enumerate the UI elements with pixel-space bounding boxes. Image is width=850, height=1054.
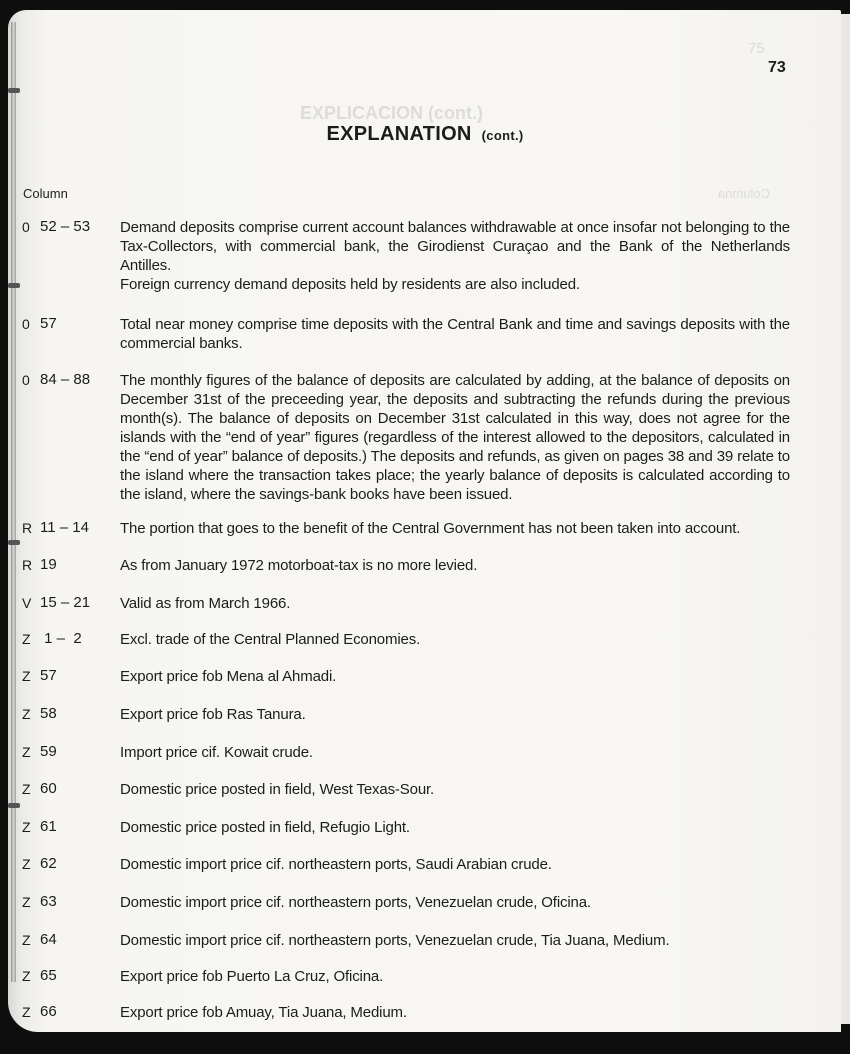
description-paragraph: Total near money comprise time deposits with the Central Bank and time and savings deposits with the commercial banks. <box>120 316 790 352</box>
binder-clip <box>8 803 20 808</box>
entry-description <box>120 519 790 538</box>
page-number: 73 <box>768 59 786 76</box>
entry-description <box>120 931 790 950</box>
entry-description <box>120 855 790 874</box>
entry-description <box>120 967 790 986</box>
table-code: Z <box>22 631 31 647</box>
description-paragraph: Export price fob Ras Tanura. <box>120 706 306 723</box>
description-paragraph: Domestic price posted in field, West Texas-Sour. <box>120 781 435 798</box>
description-paragraph: Import price cif. Kowait crude. <box>120 744 313 761</box>
bleed-through-page-number: 75 <box>748 40 765 57</box>
description-paragraph: Domestic price posted in field, Refugio Light. <box>120 819 410 836</box>
table-code: 0 <box>22 372 30 388</box>
table-code: Z <box>22 856 31 872</box>
description-paragraph: Export price fob Puerto La Cruz, Oficina. <box>120 968 384 985</box>
column-range: 58 <box>40 705 57 722</box>
entry-description <box>120 1003 790 1022</box>
table-code: 0 <box>22 316 30 332</box>
table-code: Z <box>22 1004 31 1020</box>
column-range: 15 – 21 <box>40 594 91 611</box>
table-code: V <box>22 595 32 611</box>
entry-description <box>120 594 790 613</box>
column-range: 52 – 53 <box>40 218 91 235</box>
table-code: Z <box>22 744 31 760</box>
table-code: Z <box>22 706 31 722</box>
entry-description <box>120 743 790 762</box>
column-range: 61 <box>40 818 57 835</box>
entry-description <box>120 315 790 353</box>
table-code: Z <box>22 968 31 984</box>
entry-description <box>120 556 790 575</box>
binder-clip <box>8 283 20 288</box>
column-range: 60 <box>40 780 57 797</box>
column-range: 11 – 14 <box>40 519 89 536</box>
bleed-through-column-header: Columna <box>718 186 771 201</box>
bleed-through-title: EXPLICACION (cont.) <box>300 103 483 123</box>
entry-description <box>120 705 790 724</box>
entry-description <box>120 371 790 504</box>
description-paragraph: Domestic import price cif. northeastern ports, Saudi Arabian crude. <box>120 856 552 873</box>
entry-description <box>120 630 790 649</box>
description-paragraph: Excl. trade of the Central Planned Economies. <box>120 631 421 648</box>
column-range: 63 <box>40 893 57 910</box>
description-paragraph: Export price fob Mena al Ahmadi. <box>120 668 337 685</box>
entry-description <box>120 780 790 799</box>
description-paragraph: Valid as from March 1966. <box>120 595 291 612</box>
table-code: Z <box>22 894 31 910</box>
entry-description <box>120 818 790 837</box>
title-text: EXPLANATION <box>326 123 472 145</box>
table-code: Z <box>22 932 31 948</box>
table-code: Z <box>22 668 31 684</box>
description-paragraph: Domestic import price cif. northeastern ports, Venezuelan crude, Tia Juana, Medium. <box>120 932 670 949</box>
description-paragraph: Export price fob Amuay, Tia Juana, Medium. <box>120 1004 407 1021</box>
table-code: Z <box>22 819 31 835</box>
description-paragraph: Domestic import price cif. northeastern ports, Venezuelan crude, Oficina. <box>120 894 591 911</box>
column-header: Column <box>23 186 68 201</box>
description-paragraph: As from January 1972 motorboat-tax is no more levied. <box>120 557 478 574</box>
table-code: R <box>22 557 33 573</box>
table-code: R <box>22 520 33 536</box>
column-range: 84 – 88 <box>40 371 91 388</box>
column-range: 19 <box>40 556 57 573</box>
column-range: 65 <box>40 967 57 984</box>
binder-clip <box>8 88 20 93</box>
description-paragraph: Demand deposits comprise current account balances withdrawable at once insofar not belonging to the Tax-Collectors, with commercial bank, the Girodienst Curaçao and the Bank of the Netherlands Antilles. <box>120 219 790 274</box>
column-range: 62 <box>40 855 57 872</box>
page-title <box>0 123 850 146</box>
table-code: 0 <box>22 219 30 235</box>
description-paragraph: The monthly figures of the balance of deposits are calculated by adding, at the balance of deposits on December 31st of the preceeding year, the deposits and subtracting the refunds during the previous month(s). The balance of deposits on December 31st calculated in this way, does not agree for the islands with the “end of year” figures (regardless of the interest allowed to the depositors, calculated in the “end of year” balance of deposits.) The deposits and refunds, as given on pages 38 and 39 relate to the island where the transaction takes place; the yearly balance of deposits is calculated according to the island, where the savings-bank books have been issued. <box>120 372 790 503</box>
column-range: 57 <box>40 667 57 684</box>
description-paragraph: The portion that goes to the benefit of the Central Government has not been taken into account. <box>120 520 741 537</box>
binder-spine <box>11 22 16 982</box>
column-range: 1 – 2 <box>40 630 82 647</box>
title-suffix: (cont.) <box>481 128 524 143</box>
description-paragraph: Foreign currency demand deposits held by residents are also included. <box>120 276 580 293</box>
table-code: Z <box>22 781 31 797</box>
column-range: 66 <box>40 1003 57 1020</box>
entry-description <box>120 667 790 686</box>
binder-clip <box>8 540 20 545</box>
column-range: 59 <box>40 743 57 760</box>
column-range: 64 <box>40 931 57 948</box>
entry-description <box>120 218 790 294</box>
entry-description <box>120 893 790 912</box>
column-range: 57 <box>40 315 57 332</box>
